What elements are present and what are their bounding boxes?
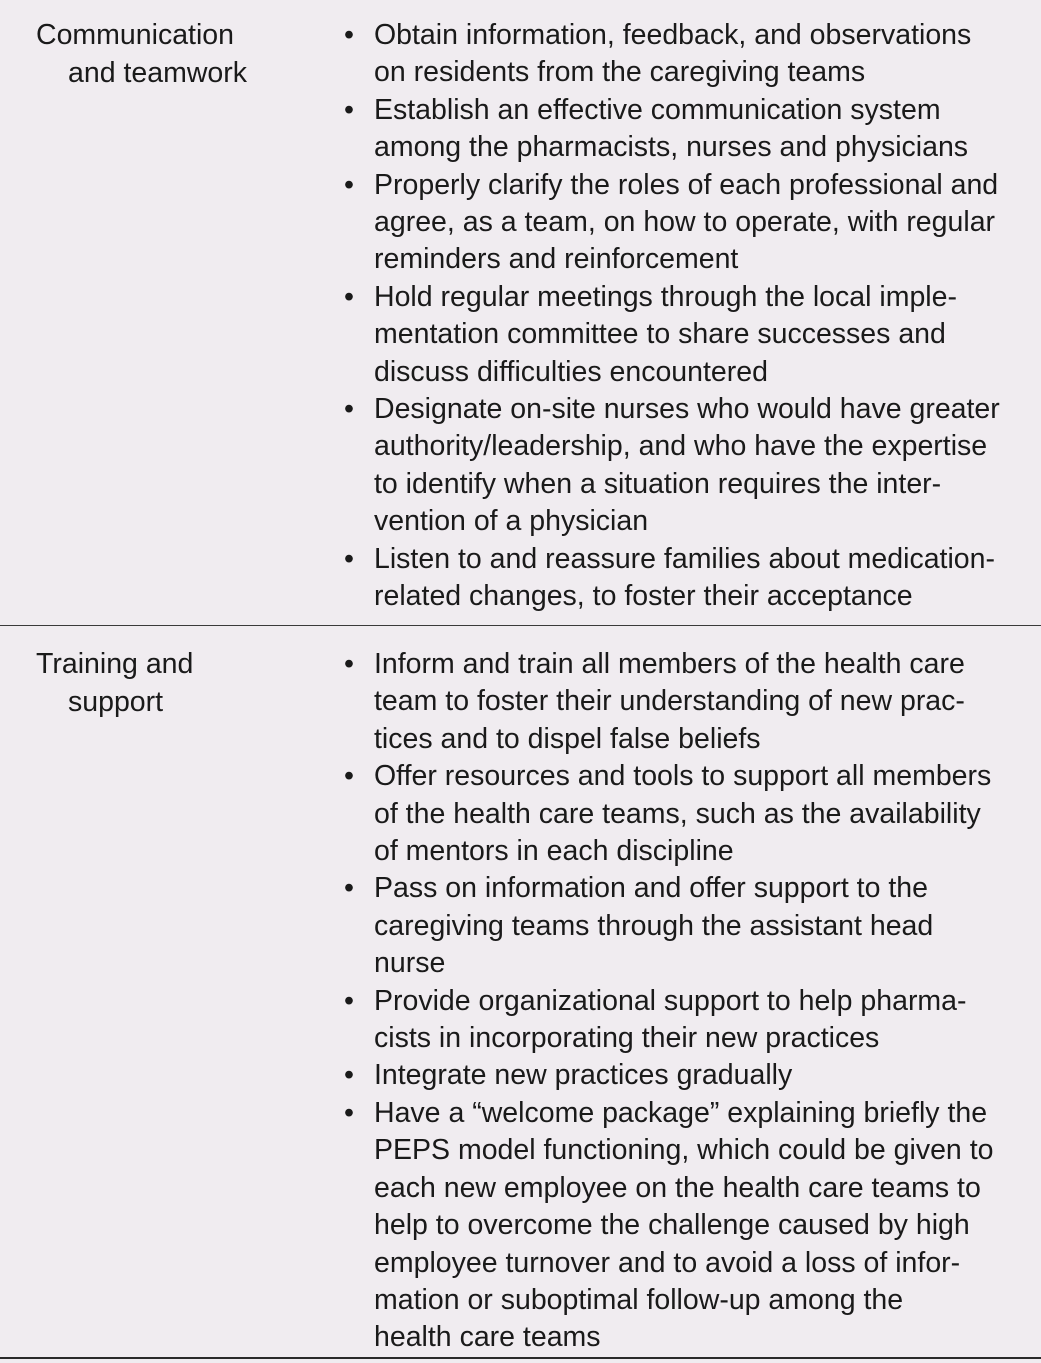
list-item: • Integrate new practices gradually [340,1057,1020,1094]
list-item: • Provide organizational support to help pharma- cists in incorporating their new practices [344,984,967,1055]
bullet-icon: • [344,872,354,905]
bullet-list [340,646,1020,1357]
list-item: • Establish an effective communication system among the pharmacists, nurses and physicians [344,93,969,164]
category-label: Training and support [36,648,194,718]
bullet-icon: • [344,542,354,575]
list-item: • Properly clarify the roles of each professional and agree, as a team, on how to operate, with regular reminders and reinforcement [344,168,999,276]
list-item: • Offer resources and tools to support all members of the health care teams, such as the availability of mentors in each discipline [344,760,992,868]
bullet-icon: • [344,280,354,313]
list-item: • Inform and train all members of the health care team to foster their understanding of new prac- tices and to dispel false beliefs [344,648,965,755]
category-label: Communication and teamwork [36,19,248,89]
bullet-icon: • [344,93,354,126]
bullet-icon: • [344,1096,354,1129]
bullet-icon: • [344,648,354,680]
bullet-icon: • [344,984,354,1017]
bullet-icon: • [344,1059,354,1092]
bullet-icon: • [344,393,354,426]
list-item: • Obtain information, feedback, and observations on residents from the caregiving teams [344,19,972,89]
table-row [0,626,1041,1359]
list-item: • Pass on information and offer support to the caregiving teams through the assistant head nurse [344,872,934,980]
bullet-icon: • [344,760,354,793]
table-row [0,0,1041,626]
bullet-icon: • [344,19,354,51]
bullet-icon: • [344,168,354,201]
bullet-list [340,17,1020,616]
list-item: • Hold regular meetings through the local imple- mentation committee to share successes and discuss difficulties encountered [344,280,957,388]
list-item: • Listen to and reassure families about medication- related changes, to foster their acceptance [344,542,996,613]
list-item: • Have a “welcome package” explaining briefly the PEPS model functioning, which could be given to each new employee on the health care teams to help to overcome the challenge caused by high employee turnover and to avoid a loss of infor- mation or suboptimal follow-up among the health care teams [344,1096,994,1354]
list-item: • Designate on-site nurses who would have greater authority/leadership, and who have the expertise to identify when a situation requires the inter- vention of a physician [344,393,1000,538]
